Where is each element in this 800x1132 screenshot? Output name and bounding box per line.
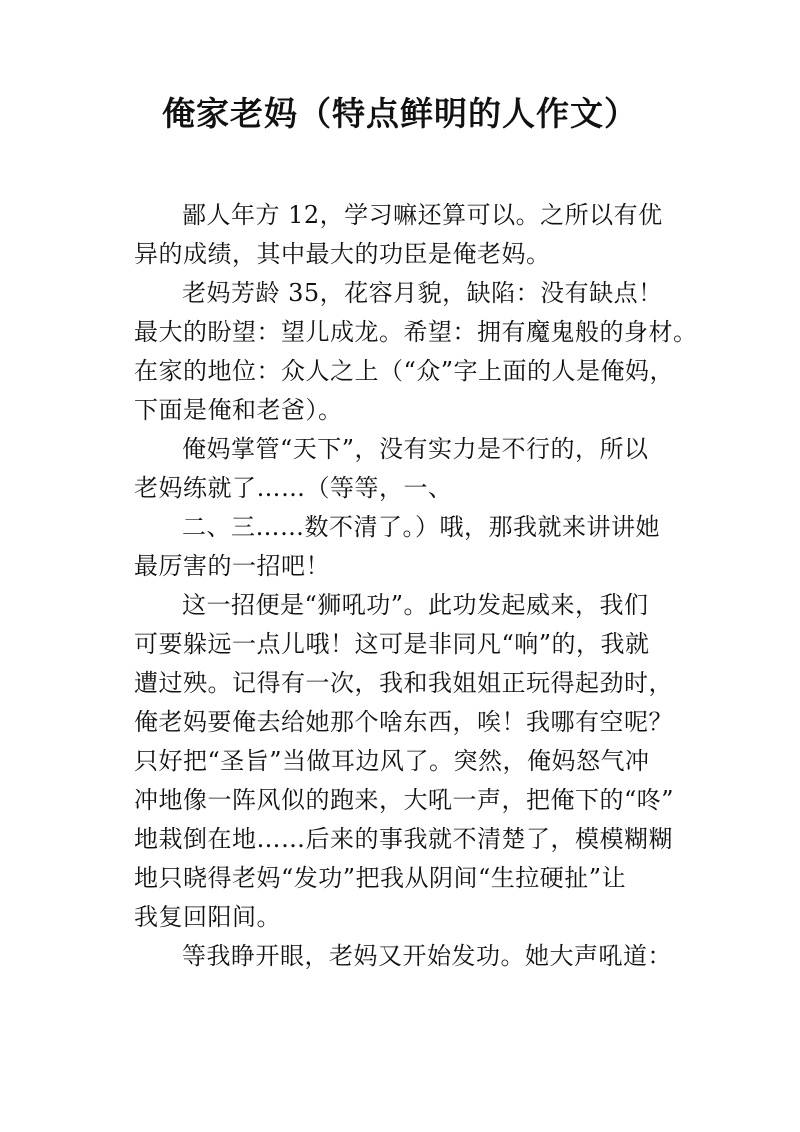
text-line: 俺老妈要俺去给她那个啥东西，唉！我哪有空呢？: [134, 708, 673, 736]
text-line: 下面是俺和老爸）。: [134, 396, 343, 424]
text-line: 鄙人年方 12，学习嘛还算可以。之所以有优: [182, 201, 663, 229]
text-line: 只好把“圣旨”当做耳边风了。突然，俺妈怒气冲: [134, 747, 650, 775]
text-line: 我复回阳间。: [134, 903, 281, 931]
text-line: 二、三……数不清了。）哦，那我就来讲讲她: [182, 513, 660, 541]
text-line: 在家的地位：众人之上（“众”字上面的人是俺妈，: [134, 357, 675, 385]
text-line: 老妈练就了……（等等，一、: [134, 474, 453, 502]
text-line: 俺妈掌管“天下”，没有实力是不行的，所以: [182, 435, 649, 463]
text-line: 老妈芳龄 35，花容月貌，缺陷：没有缺点！: [182, 279, 663, 307]
document-title: 俺家老妈（特点鲜明的人作文）: [162, 94, 638, 133]
text-line: 这一招便是“狮吼功”。此功发起威来，我们: [182, 591, 649, 619]
document-body: [134, 196, 698, 976]
text-line: 等我睁开眼，老妈又开始发功。她大声吼道：: [182, 942, 672, 970]
text-line: 冲地像一阵风似的跑来，大吼一声，把俺下的“咚”: [134, 786, 675, 814]
text-line: 遭过殃。记得有一次，我和我姐姐正玩得起劲时，: [134, 669, 673, 697]
text-line: 地栽倒在地……后来的事我就不清楚了，模模糊糊: [134, 825, 673, 853]
text-line: 地只晓得老妈“发功”把我从阴间“生拉硬扯”让: [134, 864, 627, 892]
text-line: 最厉害的一招吧！: [134, 552, 330, 580]
text-line: 最大的盼望：望儿成龙。希望：拥有魔鬼般的身材。: [134, 318, 698, 346]
text-line: 可要躲远一点儿哦！这可是非同凡“响”的，我就: [134, 630, 650, 658]
text-line: 异的成绩，其中最大的功臣是俺老妈。: [134, 240, 551, 268]
